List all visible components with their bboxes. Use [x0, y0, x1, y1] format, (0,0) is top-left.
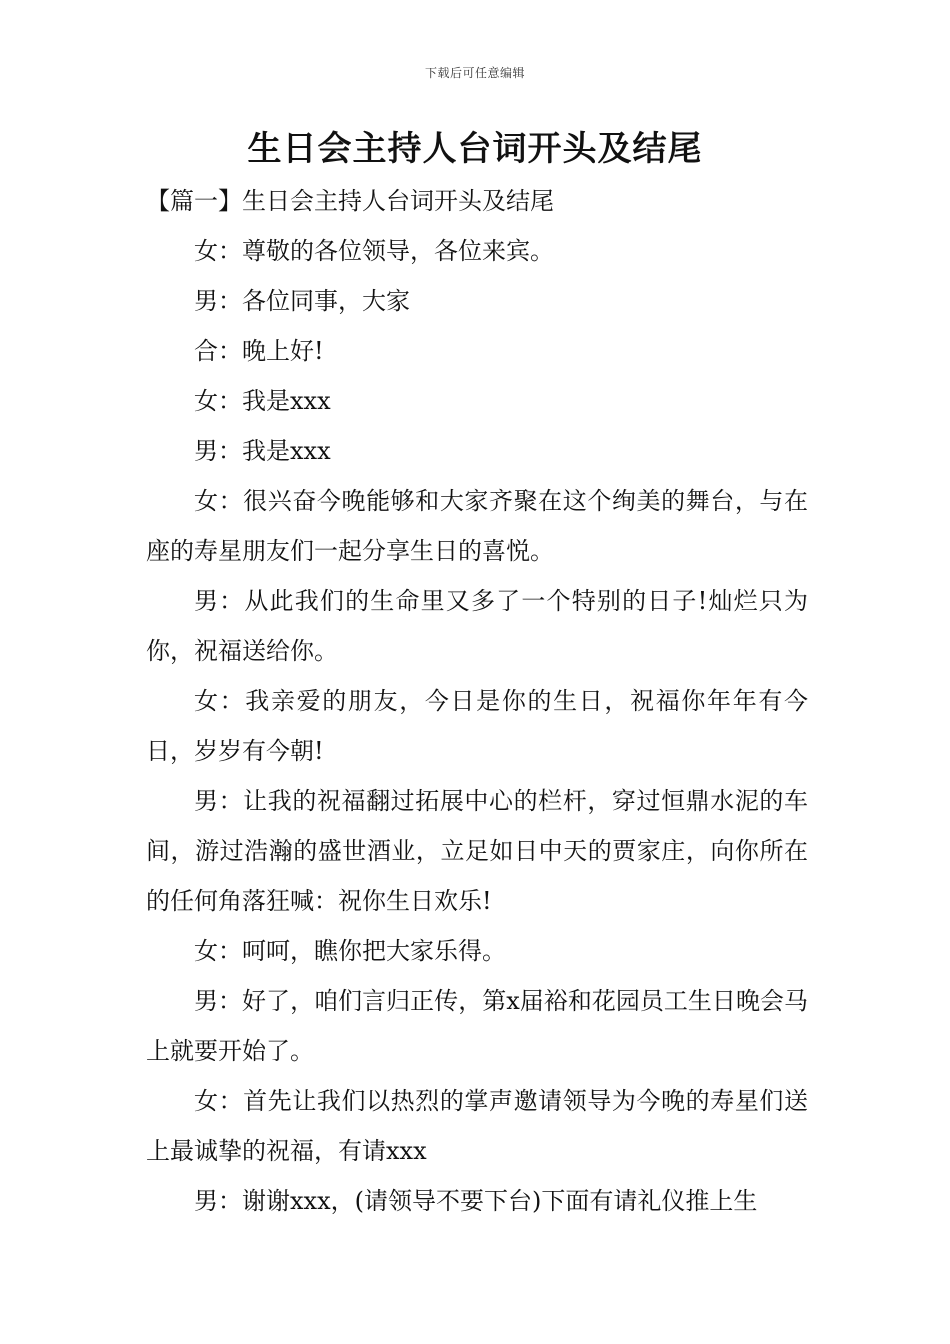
- document-title: 生日会主持人台词开头及结尾: [247, 129, 703, 169]
- document-body: [146, 176, 808, 1226]
- header-note: 下载后可任意编辑: [424, 66, 525, 80]
- dialogue-paragraph: 男：从此我们的生命里又多了一个特别的日子!灿烂只为你，祝福送给你。: [146, 587, 808, 665]
- dialogue-paragraph: 男：让我的祝福翻过拓展中心的栏杆，穿过恒鼎水泥的车间，游过浩瀚的盛世酒业，立足如日中天的贾家庄，向你所在的任何角落狂喊：祝你生日欢乐!: [146, 787, 808, 915]
- dialogue-paragraph: 男：谢谢xxx，(请领导不要下台)下面有请礼仪推上生: [194, 1187, 758, 1215]
- dialogue-paragraph: 女：我亲爱的朋友，今日是你的生日，祝福你年年有今日，岁岁有今朝!: [146, 687, 808, 765]
- dialogue-paragraph: 男：我是xxx: [194, 437, 331, 465]
- dialogue-paragraph: 女：我是xxx: [194, 387, 331, 415]
- dialogue-paragraph: 男：好了，咱们言归正传，第x届裕和花园员工生日晚会马上就要开始了。: [146, 987, 808, 1065]
- dialogue-paragraph: 女：呵呵，瞧你把大家乐得。: [194, 937, 506, 965]
- dialogue-paragraph: 女：首先让我们以热烈的掌声邀请领导为今晚的寿星们送上最诚挚的祝福，有请xxx: [146, 1087, 808, 1165]
- section-heading: 【篇一】生日会主持人台词开头及结尾: [146, 187, 554, 215]
- dialogue-paragraph: 合：晚上好!: [194, 337, 324, 365]
- dialogue-paragraph: 女：尊敬的各位领导，各位来宾。: [194, 237, 554, 265]
- dialogue-paragraph: 男：各位同事，大家: [194, 287, 410, 315]
- dialogue-paragraph: 女：很兴奋今晚能够和大家齐聚在这个绚美的舞台，与在座的寿星朋友们一起分享生日的喜悦。: [146, 487, 808, 565]
